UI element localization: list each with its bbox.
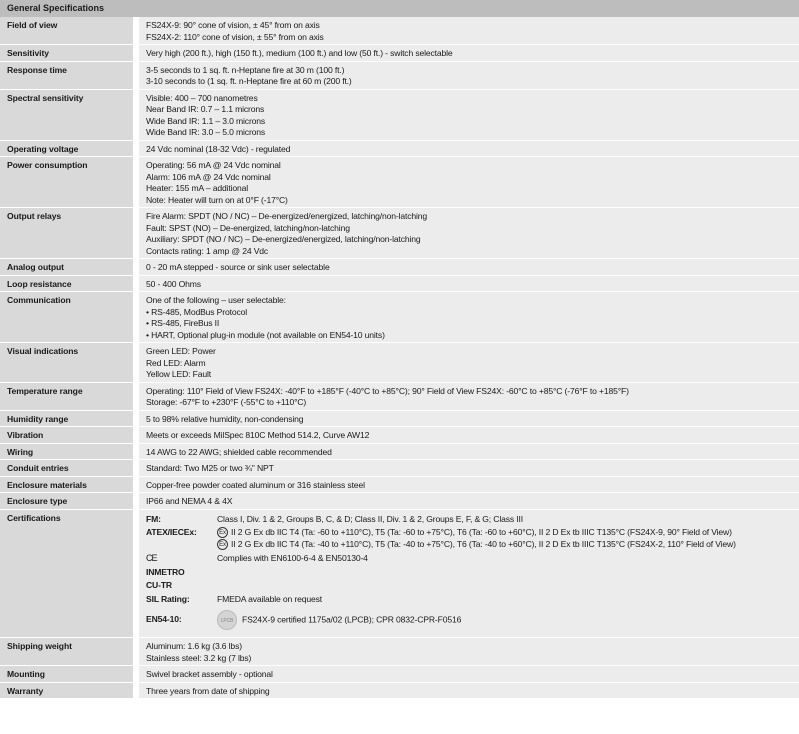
cert-value: Complies with EN6100-6-4 & EN50130-4 <box>217 553 368 563</box>
value-line: • RS-485, FireBus II <box>146 318 220 328</box>
cert-key: CU-TR <box>146 580 172 590</box>
ex-icon: Ex <box>217 527 228 538</box>
table-row <box>0 444 799 461</box>
value-line: Operating: 56 mA @ 24 Vdc nominal <box>146 160 281 170</box>
value-line: 3-5 seconds to 1 sq. ft. n-Heptane fire at 30 m (100 ft.) <box>146 64 345 75</box>
row-value <box>133 45 799 61</box>
row-value <box>133 666 799 682</box>
cert-inmetro <box>146 567 799 579</box>
table-title: General Specifications <box>0 0 799 17</box>
row-label: Conduit entries <box>0 460 133 476</box>
spec-rows <box>0 17 799 510</box>
row-value <box>133 444 799 460</box>
row-value <box>133 62 799 89</box>
atex-text: II 2 G Ex db IIC T4 (Ta: -40 to +110°C), T5 (Ta: -40 to +75°C), T6 (Ta: -40 to +60°C), II 2 D Ex tb IIIC T135°C (FS24X-2, 110° Field of View) <box>231 538 736 549</box>
value-line: Near Band IR: 0.7 – 1.1 microns <box>146 104 265 114</box>
value-line: 50 - 400 Ohms <box>146 278 201 289</box>
value-line: Note: Heater will turn on at 0°F (-17°C) <box>146 194 288 205</box>
row-value <box>133 208 799 258</box>
row-label: Analog output <box>0 259 133 275</box>
row-value <box>133 157 799 207</box>
table-row <box>0 17 799 45</box>
value-line: • HART, Optional plug-in module (not available on EN54-10 units) <box>146 329 385 340</box>
table-row <box>0 460 799 477</box>
value-line: Three years from date of shipping <box>146 685 270 696</box>
cert-key: INMETRO <box>146 566 185 577</box>
table-row <box>0 259 799 276</box>
ce-mark-icon: CE <box>146 553 157 563</box>
table-row <box>0 477 799 494</box>
row-label: Loop resistance <box>0 276 133 292</box>
table-row <box>0 292 799 343</box>
atex-line <box>217 539 799 551</box>
table-row <box>0 638 799 666</box>
row-label: Shipping weight <box>0 638 133 665</box>
cert-key: SIL Rating: <box>146 593 190 604</box>
cert-en54 <box>146 610 799 630</box>
table-row <box>0 343 799 383</box>
cert-key: ATEX/IECEx: <box>146 527 197 537</box>
table-row <box>0 62 799 90</box>
row-value <box>133 460 799 476</box>
row-label: Wiring <box>0 444 133 460</box>
row-value <box>133 510 799 638</box>
value-line: Red LED: Alarm <box>146 357 206 368</box>
row-value <box>133 477 799 493</box>
cert-value: Class I, Div. 1 & 2, Groups B, C, & D; Class II, Div. 1 & 2, Groups E, F, & G; Class III <box>217 513 523 524</box>
value-line: FS24X-9: 90° cone of vision, ± 45° from on axis <box>146 20 320 30</box>
table-row <box>0 141 799 158</box>
table-row-certifications <box>0 510 799 639</box>
value-line: 14 AWG to 22 AWG; shielded cable recommended <box>146 446 332 457</box>
cert-key: FM: <box>146 513 161 524</box>
row-label: Response time <box>0 62 133 89</box>
row-label: Mounting <box>0 666 133 682</box>
value-line: 5 to 98% relative humidity, non-condensing <box>146 413 304 424</box>
row-value <box>133 17 799 44</box>
table-row <box>0 383 799 411</box>
value-line: Copper-free powder coated aluminum or 316 stainless steel <box>146 479 365 490</box>
value-line: Fault: SPST (NO) – De-energized, latching/non-latching <box>146 222 350 233</box>
value-line: Yellow LED: Fault <box>146 369 211 379</box>
row-label: Visual indications <box>0 343 133 382</box>
cert-cutr <box>146 580 799 592</box>
value-line: Green LED: Power <box>146 346 216 356</box>
value-line: 3-10 seconds to (1 sq. ft. n-Heptane fire at 60 m (200 ft.) <box>146 76 352 86</box>
value-line: Aluminum: 1.6 kg (3.6 lbs) <box>146 641 242 651</box>
row-label: Power consumption <box>0 157 133 207</box>
value-line: Meets or exceeds MilSpec 810C Method 514.2, Curve AW12 <box>146 430 370 440</box>
value-line: Standard: Two M25 or two ¾" NPT <box>146 463 274 473</box>
value-line: Visible: 400 – 700 nanometres <box>146 92 258 103</box>
table-row <box>0 208 799 259</box>
value-line: FS24X-2: 110° cone of vision, ± 55° from on axis <box>146 31 324 42</box>
value-line: Auxiliary: SPDT (NO / NC) – De-energized/energized, latching/non-latching <box>146 234 421 244</box>
table-row <box>0 90 799 141</box>
row-value <box>133 343 799 382</box>
value-line: Alarm: 106 mA @ 24 Vdc nominal <box>146 171 271 182</box>
value-line: 24 Vdc nominal (18-32 Vdc) - regulated <box>146 143 291 154</box>
lpcb-logo-icon: LPCB <box>217 610 237 630</box>
cert-value <box>217 610 799 630</box>
row-value <box>133 411 799 427</box>
table-row <box>0 411 799 428</box>
value-line: 0 - 20 mA stepped - source or sink user selectable <box>146 262 330 272</box>
value-line: Operating: 110° Field of View FS24X: -40°F to +185°F (-40°C to +85°C); 90° Field of View FS24X: -60°C to +85°C (-76°F to +185°F) <box>146 385 629 396</box>
value-line: Contacts rating: 1 amp @ 24 Vdc <box>146 245 269 256</box>
cert-key <box>146 553 217 565</box>
row-label: Enclosure materials <box>0 477 133 493</box>
value-line: Wide Band IR: 1.1 – 3.0 microns <box>146 115 266 126</box>
row-label: Field of view <box>0 17 133 44</box>
table-row <box>0 45 799 62</box>
row-label: Spectral sensitivity <box>0 90 133 140</box>
value-line: Fire Alarm: SPDT (NO / NC) – De-energized/energized, latching/non-latching <box>146 211 428 221</box>
table-row <box>0 493 799 510</box>
row-label: Warranty <box>0 683 133 699</box>
row-value <box>133 493 799 509</box>
value-line: • RS-485, ModBus Protocol <box>146 306 247 317</box>
table-row <box>0 157 799 208</box>
row-label: Output relays <box>0 208 133 258</box>
row-label: Operating voltage <box>0 141 133 157</box>
row-value <box>133 141 799 157</box>
en54-text: FS24X-9 certified 1175a/02 (LPCB); CPR 0832-CPR-F0516 <box>242 614 462 625</box>
cert-key: EN54-10: <box>146 614 182 625</box>
value-line: Wide Band IR: 3.0 – 5.0 microns <box>146 127 266 137</box>
value-line: Storage: -67°F to +230°F (-55°C to +110°C) <box>146 397 307 407</box>
cert-ce <box>146 553 799 565</box>
row-value <box>133 259 799 275</box>
row-value <box>133 292 799 342</box>
cert-fm <box>146 514 799 526</box>
cert-sil <box>146 594 799 606</box>
ex-icon: Ex <box>217 539 228 550</box>
cert-value: FMEDA available on request <box>217 593 323 604</box>
atex-text: II 2 G Ex db IIC T4 (Ta: -60 to +110°C), T5 (Ta: -60 to +75°C), T6 (Ta: -60 to +60°C), II 2 D Ex tb IIIC T135°C (FS24X-9, 90° Field of View) <box>231 527 732 537</box>
row-value <box>133 90 799 140</box>
spec-rows-tail <box>0 638 799 699</box>
value-line: Heater: 155 mA – additional <box>146 183 249 193</box>
table-row <box>0 683 799 700</box>
value-line: IP66 and NEMA 4 & 4X <box>146 496 233 506</box>
row-value <box>133 383 799 410</box>
atex-line <box>217 527 799 539</box>
cert-value <box>217 527 799 550</box>
value-line: Very high (200 ft.), high (150 ft.), medium (100 ft.) and low (50 ft.) - switch selectable <box>146 48 453 58</box>
row-label: Vibration <box>0 427 133 443</box>
row-label: Sensitivity <box>0 45 133 61</box>
table-row <box>0 276 799 293</box>
cert-atex <box>146 527 799 550</box>
row-value <box>133 427 799 443</box>
table-row <box>0 427 799 444</box>
row-value <box>133 683 799 699</box>
row-label: Communication <box>0 292 133 342</box>
value-line: One of the following – user selectable: <box>146 295 286 305</box>
table-row <box>0 666 799 683</box>
value-line: Stainless steel: 3.2 kg (7 lbs) <box>146 652 252 663</box>
value-line: Swivel bracket assembly - optional <box>146 669 273 679</box>
row-value <box>133 276 799 292</box>
row-label: Temperature range <box>0 383 133 410</box>
row-label: Certifications <box>0 510 133 638</box>
row-label: Humidity range <box>0 411 133 427</box>
row-label: Enclosure type <box>0 493 133 509</box>
row-value <box>133 638 799 665</box>
